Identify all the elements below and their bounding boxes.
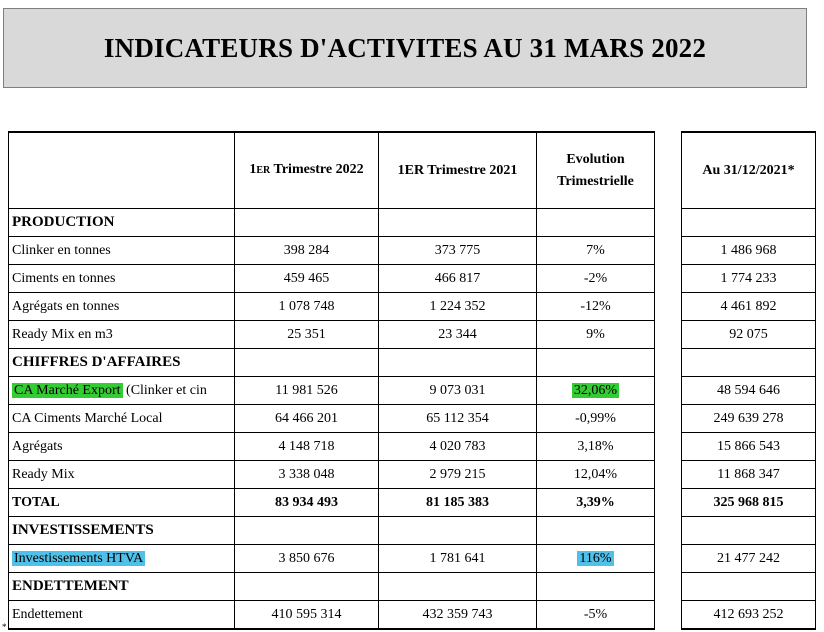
row-label-text: Ready Mix en m3: [12, 326, 113, 342]
cell-q1-2022: [235, 237, 379, 265]
cell-value: 3,39%: [576, 494, 615, 510]
annual-row: [682, 433, 816, 461]
section-row: [9, 349, 655, 377]
cell-q1-2022: [235, 489, 379, 517]
row-label: [9, 601, 235, 630]
row-label-text: CHIFFRES D'AFFAIRES: [12, 354, 181, 370]
annual-row: [682, 293, 816, 321]
row-label: [9, 489, 235, 517]
row-label: [9, 377, 235, 405]
cell-annual: 92 075: [682, 321, 816, 349]
page-title: INDICATEURS D'ACTIVITES AU 31 MARS 2022: [103, 32, 707, 63]
table-row: [9, 293, 655, 321]
cell-annual: [682, 517, 816, 545]
row-label-text: Ciments en tonnes: [12, 270, 116, 286]
annual-row: [682, 545, 816, 573]
cell-q1-2022: [235, 573, 379, 601]
cell-annual: 48 594 646: [682, 377, 816, 405]
cell-annual: 4 461 892: [682, 293, 816, 321]
header-evolution: Evolution Trimestrielle: [537, 132, 655, 209]
cell-q1-2021: [379, 545, 537, 573]
annual-row: [682, 237, 816, 265]
row-label-text: Clinker en tonnes: [12, 242, 111, 258]
row-label: [9, 293, 235, 321]
cell-q1-2021: [379, 209, 537, 237]
cell-value: 25 351: [287, 326, 326, 342]
row-label-text: Investissements HTVA: [14, 550, 144, 566]
cell-q1-2022: [235, 433, 379, 461]
table-row: [9, 545, 655, 573]
table-row: [9, 377, 655, 405]
row-label-text: Ready Mix: [12, 466, 75, 482]
cell-q1-2022: [235, 461, 379, 489]
cell-value: 2 979 215: [429, 466, 486, 482]
row-label: [9, 405, 235, 433]
row-label-text: CA Ciments Marché Local: [12, 410, 163, 426]
cell-value: 459 465: [283, 270, 330, 286]
table-row: [9, 405, 655, 433]
cell-annual: 15 866 543: [682, 433, 816, 461]
row-label: [9, 545, 235, 573]
cell-evolution: [537, 601, 655, 630]
cell-q1-2021: [379, 405, 537, 433]
row-label-text: Endettement: [12, 606, 83, 622]
cell-value: -5%: [583, 606, 608, 622]
cell-q1-2022: [235, 209, 379, 237]
cell-evolution: [537, 293, 655, 321]
cell-value: 3 850 676: [278, 550, 335, 566]
cell-value: 1 224 352: [429, 298, 486, 314]
table-row: [9, 601, 655, 630]
cell-q1-2021: [379, 489, 537, 517]
cell-evolution: [537, 209, 655, 237]
cell-q1-2021: [379, 517, 537, 545]
row-label: [9, 209, 235, 237]
table-row: [9, 237, 655, 265]
cell-value: 4 020 783: [429, 438, 486, 454]
cell-evolution: [537, 405, 655, 433]
cell-q1-2022: [235, 601, 379, 630]
row-label-text: TOTAL: [12, 494, 60, 510]
cell-annual: 412 693 252: [682, 601, 816, 630]
table-row: [9, 321, 655, 349]
header-annual: Au 31/12/2021*: [682, 132, 816, 209]
cell-q1-2021: [379, 433, 537, 461]
cell-evolution: [537, 265, 655, 293]
cell-q1-2022: [235, 321, 379, 349]
annual-row: [682, 461, 816, 489]
cell-value: 432 359 743: [422, 606, 493, 622]
row-label-text: INVESTISSEMENTS: [12, 522, 154, 538]
cell-value: 466 817: [434, 270, 481, 286]
table-row: [9, 461, 655, 489]
row-label: [9, 517, 235, 545]
annual-row: [682, 405, 816, 433]
cell-value: 410 595 314: [271, 606, 342, 622]
header-row: [682, 132, 816, 209]
cell-evolution: [537, 349, 655, 377]
cell-value: 373 775: [434, 242, 481, 258]
footnote-fragment: * ...: [2, 622, 16, 632]
cell-value: 32,06%: [573, 382, 618, 398]
cell-annual: [682, 573, 816, 601]
row-label-text: PRODUCTION: [12, 214, 115, 230]
annual-row: [682, 601, 816, 630]
cell-value: 9%: [586, 326, 605, 342]
cell-annual: 325 968 815: [682, 489, 816, 517]
annual-row: [682, 573, 816, 601]
header-label-cell: [9, 132, 235, 209]
cell-q1-2021: [379, 265, 537, 293]
cell-value: 3,18%: [577, 438, 614, 454]
cell-value: 83 934 493: [275, 494, 338, 510]
row-label-suffix: (Clinker et cin: [122, 382, 207, 398]
cell-evolution: [537, 517, 655, 545]
cell-value: 4 148 718: [278, 438, 335, 454]
row-label: [9, 433, 235, 461]
row-label: [9, 461, 235, 489]
row-label-text: Agrégats en tonnes: [12, 298, 120, 314]
cell-q1-2022: [235, 545, 379, 573]
cell-evolution: [537, 377, 655, 405]
cell-q1-2021: [379, 349, 537, 377]
cell-value: 64 466 201: [275, 410, 338, 426]
cell-q1-2022: [235, 349, 379, 377]
cell-value: 1 078 748: [278, 298, 335, 314]
cell-value: -0,99%: [575, 410, 616, 426]
section-row: [9, 517, 655, 545]
total-row: [9, 489, 655, 517]
cell-value: 1 781 641: [429, 550, 486, 566]
row-label: [9, 265, 235, 293]
section-row: [9, 573, 655, 601]
cell-annual: [682, 349, 816, 377]
cell-evolution: [537, 433, 655, 461]
row-label: [9, 349, 235, 377]
cell-q1-2021: [379, 377, 537, 405]
row-label: [9, 237, 235, 265]
cell-annual: 1 486 968: [682, 237, 816, 265]
row-label: [9, 573, 235, 601]
cell-value: -2%: [583, 270, 608, 286]
cell-annual: [682, 209, 816, 237]
table-row: [9, 433, 655, 461]
cell-q1-2021: [379, 293, 537, 321]
cell-evolution: [537, 461, 655, 489]
annual-row: [682, 349, 816, 377]
row-label: [9, 321, 235, 349]
cell-value: 398 284: [283, 242, 330, 258]
cell-q1-2021: [379, 237, 537, 265]
annual-row: [682, 209, 816, 237]
cell-q1-2022: [235, 405, 379, 433]
cell-value: 9 073 031: [429, 382, 486, 398]
cell-value: 23 344: [438, 326, 477, 342]
cell-q1-2021: [379, 573, 537, 601]
cell-evolution: [537, 237, 655, 265]
cell-evolution: [537, 489, 655, 517]
cell-value: 12,04%: [573, 466, 618, 482]
row-label-text: Agrégats: [12, 438, 63, 454]
cell-value: 116%: [579, 550, 612, 566]
annual-row: [682, 321, 816, 349]
cell-value: 65 112 354: [426, 410, 489, 426]
cell-q1-2021: [379, 461, 537, 489]
indicators-table: [8, 131, 655, 630]
cell-q1-2022: [235, 377, 379, 405]
cell-evolution: [537, 545, 655, 573]
cell-q1-2021: [379, 321, 537, 349]
annual-table: [681, 131, 816, 630]
table-row: [9, 265, 655, 293]
cell-value: 81 185 383: [426, 494, 489, 510]
cell-annual: 21 477 242: [682, 545, 816, 573]
cell-value: 7%: [586, 242, 605, 258]
cell-annual: 1 774 233: [682, 265, 816, 293]
cell-q1-2022: [235, 517, 379, 545]
header-row: [9, 132, 655, 209]
cell-annual: 249 639 278: [682, 405, 816, 433]
cell-value: -12%: [580, 298, 611, 314]
annual-row: [682, 377, 816, 405]
header-q1-2021: 1ER Trimestre 2021: [379, 132, 537, 209]
row-label-text: CA Marché Export: [14, 382, 121, 398]
row-label-text: ENDETTEMENT: [12, 578, 129, 594]
cell-value: 11 981 526: [275, 382, 338, 398]
cell-q1-2022: [235, 265, 379, 293]
header-q1-2022: 1ER Trimestre 2022: [235, 132, 379, 209]
cell-annual: 11 868 347: [682, 461, 816, 489]
annual-row: [682, 489, 816, 517]
title-banner: [3, 8, 807, 88]
cell-q1-2021: [379, 601, 537, 630]
cell-evolution: [537, 573, 655, 601]
cell-q1-2022: [235, 293, 379, 321]
section-row: [9, 209, 655, 237]
annual-row: [682, 517, 816, 545]
cell-evolution: [537, 321, 655, 349]
annual-row: [682, 265, 816, 293]
cell-value: 3 338 048: [278, 466, 335, 482]
